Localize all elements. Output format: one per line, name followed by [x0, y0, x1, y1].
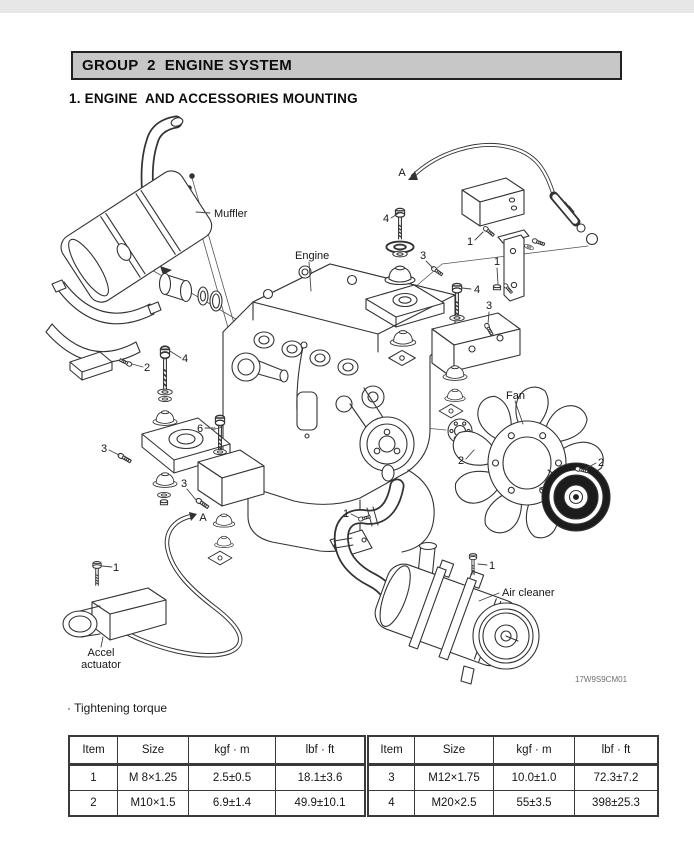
callout-3: 3 — [100, 443, 108, 455]
callout-2: 2 — [143, 362, 151, 374]
cell-lbfft: 18.1±3.6 — [276, 765, 366, 791]
clamp-bolt-dot — [190, 174, 194, 178]
callout-4: 4 — [181, 353, 189, 365]
cell-size: M20×2.5 — [415, 791, 494, 817]
callout-2: 2 — [457, 455, 465, 467]
callout-1: 1 — [488, 560, 496, 572]
torque-table-right — [367, 735, 659, 817]
cell-item: 1 — [69, 765, 118, 791]
col-header-kgfm: kgf · m — [494, 736, 575, 765]
col-header-item: Item — [368, 736, 415, 765]
callout-3: 3 — [485, 300, 493, 312]
fan-label: Fan — [506, 390, 525, 402]
callout-1: 1 — [342, 508, 350, 520]
callout-1: 1 — [466, 236, 474, 248]
cell-item: 3 — [368, 765, 415, 791]
air-cleaner-illustration — [368, 543, 539, 685]
col-header-lbfft: lbf · ft — [276, 736, 366, 765]
cell-item: 2 — [69, 791, 118, 817]
callout-4: 4 — [382, 213, 390, 225]
accel-actuator-label-line2: actuator — [81, 659, 121, 671]
table-row — [368, 791, 658, 817]
col-header-lbfft: lbf · ft — [575, 736, 659, 765]
muffler-label: Muffler — [214, 208, 248, 220]
col-header-item: Item — [69, 736, 118, 765]
cell-lbfft: 72.3±7.2 — [575, 765, 659, 791]
accel-actuator-label-line1: Accel — [87, 647, 115, 659]
table-row — [69, 791, 365, 817]
callout-4: 4 — [473, 284, 481, 296]
o-ring — [382, 465, 394, 481]
figure-code: 17W9S9CM01 — [575, 675, 628, 684]
col-header-size: Size — [415, 736, 494, 765]
cell-kgfm: 2.5±0.5 — [189, 765, 276, 791]
torque-table-left — [68, 735, 366, 817]
muffler-illustration — [56, 116, 216, 307]
section-marker-a: A — [398, 167, 406, 179]
col-header-size: Size — [118, 736, 189, 765]
cell-lbfft: 398±25.3 — [575, 791, 659, 817]
air-cleaner-label: Air cleaner — [502, 587, 555, 599]
right-plate-bracket — [493, 230, 545, 301]
callout-1: 1 — [112, 562, 120, 574]
table-row — [69, 765, 365, 791]
col-header-kgfm: kgf · m — [189, 736, 276, 765]
cell-size: M12×1.75 — [415, 765, 494, 791]
accel-actuator-illustration — [63, 512, 240, 655]
cell-size: M 8×1.25 — [118, 765, 189, 791]
tightening-torque-note: · Tightening torque — [67, 701, 168, 715]
cell-item: 4 — [368, 791, 415, 817]
cell-kgfm: 6.9±1.4 — [189, 791, 276, 817]
group-header: GROUP 2 ENGINE SYSTEM — [71, 51, 622, 80]
cell-size: M10×1.5 — [118, 791, 189, 817]
cell-kgfm: 55±3.5 — [494, 791, 575, 817]
callout-1: 1 — [493, 256, 501, 268]
engine-label: Engine — [295, 250, 330, 262]
section-marker-a: A — [199, 512, 207, 524]
table-header-row — [368, 736, 658, 765]
table-header-row — [69, 736, 365, 765]
cable-bracket-box — [462, 178, 524, 237]
callout-2: 2 — [597, 457, 605, 469]
cell-lbfft: 49.9±10.1 — [276, 791, 366, 817]
section-heading: 1. ENGINE AND ACCESSORIES MOUNTING — [69, 91, 358, 106]
callout-3: 3 — [180, 478, 188, 490]
cell-kgfm: 10.0±1.0 — [494, 765, 575, 791]
callout-3: 3 — [419, 250, 427, 262]
table-row — [368, 765, 658, 791]
callout-6: 6 — [196, 423, 204, 435]
